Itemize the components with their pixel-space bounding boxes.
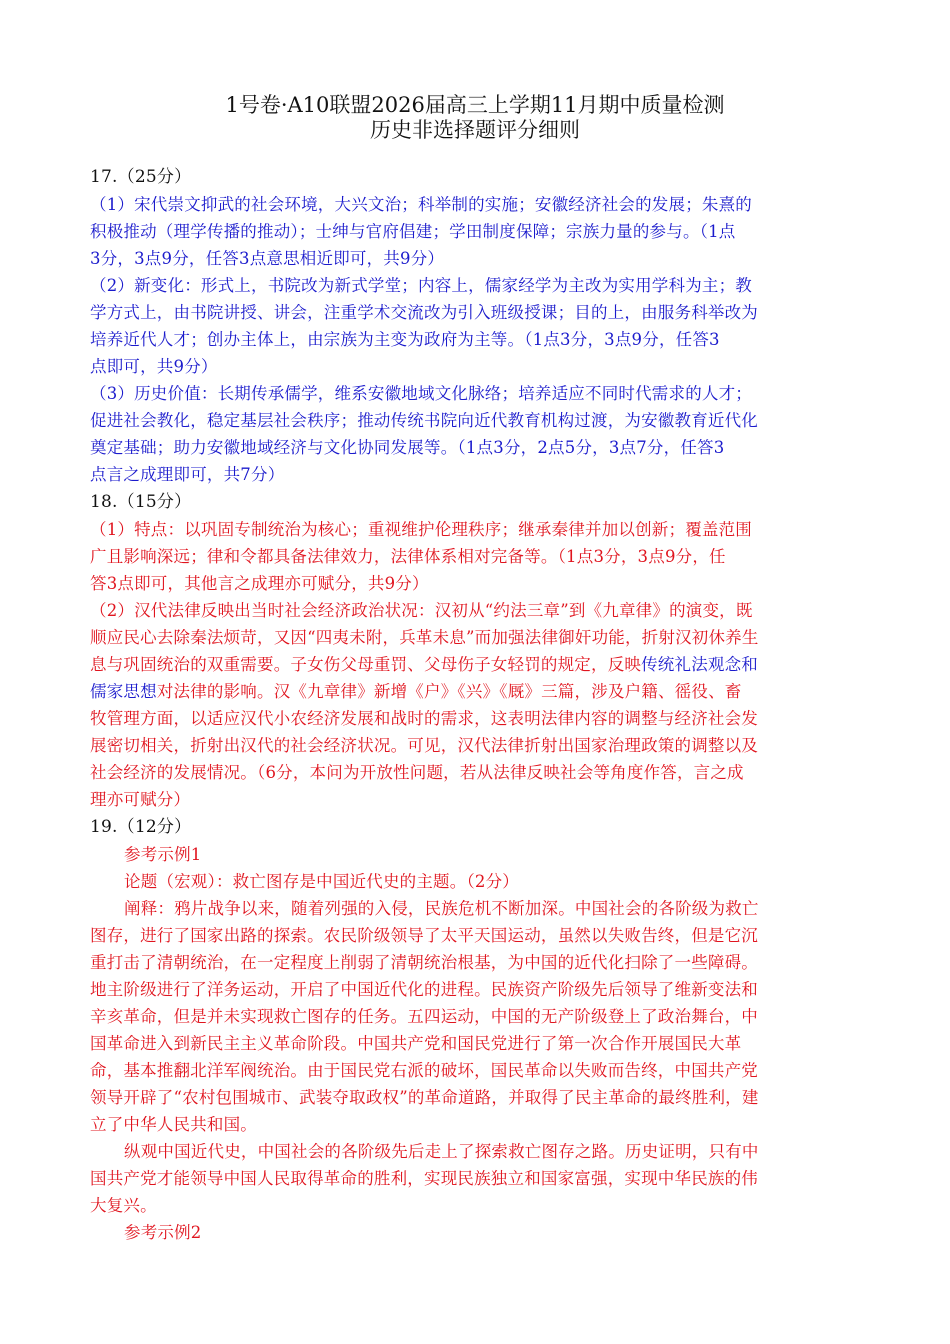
q17-line: （3）历史价值：长期传承儒学，维系安徽地域文化脉络；培养适应不同时代需求的人才； [90, 384, 752, 403]
q19-line: 命，基本推翻北洋军阀统治。由于国民党右派的破坏，国民革命以失败而告终，中国共产党 [90, 1061, 758, 1080]
q17-line: 积极推动（理学传播的推动）；士绅与官府倡建；学田制度保障；宗族力量的参与。（1点 [90, 222, 736, 241]
q18-text-red: 对法律的影响。汉《九章律》新增《户》《兴》《厩》三篇，涉及户籍、徭役、畜 [156, 682, 742, 701]
q19-line: 图存，进行了国家出路的探索。农民阶级领导了太平天国运动，虽然以失败告终，但是它沉 [90, 926, 758, 945]
q19-line: 立了中华人民共和国。 [90, 1115, 257, 1134]
q19-line: 纵观中国近代史，中国社会的各阶级先后走上了探索救亡图存之路。历史证明，只有中 [124, 1142, 759, 1161]
document-subtitle: 历史非选择题评分细则 [370, 118, 580, 142]
q19-line: 辛亥革命，但是并未实现救亡图存的任务。五四运动，中国的无产阶级登上了政治舞台，中 [90, 1007, 758, 1026]
q18-line: 牧管理方面，以适应汉代小农经济发展和战时的需求，这表明法律内容的调整与经济社会发 [90, 709, 758, 728]
q18-line: 理亦可赋分） [90, 790, 191, 809]
q17-line: （2）新变化：形式上，书院改为新式学堂；内容上，儒家经学为主改为实用学科为主；教 [90, 276, 752, 295]
q18-text-blue: 儒家思想 [90, 682, 157, 701]
q17-line: 学方式上，由书院讲授、讲会，注重学术交流改为引入班级授课；目的上，由服务科举改为 [90, 303, 758, 322]
q18-line: 社会经济的发展情况。（6分，本问为开放性问题，若从法律反映社会等角度作答，言之成 [90, 763, 744, 782]
q18-line: （1）特点：以巩固专制统治为核心；重视维护伦理秩序；继承秦律并加以创新；覆盖范围 [90, 520, 752, 539]
document-title: 1号卷·A10联盟2026届高三上学期11月期中质量检测 [225, 93, 725, 117]
q17-line: 奠定基础；助力安徽地域经济与文化协同发展等。（1点3分，2点5分，3点7分，任答3 [90, 438, 725, 457]
q18-line-mixed [90, 678, 860, 705]
q17-line: 培养近代人才；创办主体上，由宗族为主变为政府为主等。（1点3分，3点9分，任答3 [90, 330, 720, 349]
q17-line: 促进社会教化，稳定基层社会秩序；推动传统书院向近代教育机构过渡，为安徽教育近代化 [90, 411, 758, 430]
question-19-heading: 19.（12分） [90, 817, 192, 837]
q18-line: 顺应民心去除秦法烦苛，又因“四夷未附，兵革未息”而加强法律御奸功能，折射汉初休养生 [90, 628, 759, 647]
question-18-heading: 18.（15分） [90, 492, 192, 512]
q18-line: 展密切相关，折射出汉代的社会经济状况。可见，汉代法律折射出国家治理政策的调整以及 [90, 736, 758, 755]
question-17-heading: 17.（25分） [90, 167, 192, 187]
q18-text-red: 息与巩固统治的双重需要。子女伤父母重罚、父母伤子女轻罚的规定，反映 [90, 655, 642, 674]
q19-line: 地主阶级进行了洋务运动，开启了中国近代化的进程。民族资产阶级先后领导了维新变法和 [90, 980, 758, 999]
thesis-line: 论题（宏观）：救亡图存是中国近代史的主题。（2分） [124, 872, 519, 891]
q19-line: 国革命进入到新民主主义革命阶段。中国共产党和国民党进行了第一次合作开展国民大革 [90, 1034, 742, 1053]
q19-line: 领导开辟了“农村包围城市、武装夺取政权”的革命道路，并取得了民主革命的最终胜利，建 [90, 1088, 759, 1107]
q18-line: 答3点即可，其他言之成理亦可赋分，共9分） [90, 574, 429, 593]
q17-line: （1）宋代崇文抑武的社会环境，大兴文治；科举制的实施；安徽经济社会的发展；朱熹的 [90, 195, 752, 214]
q18-line: （2）汉代法律反映出当时社会经济政治状况：汉初从“约法三章”到《九章律》的演变，既 [90, 601, 753, 620]
q19-line: 大复兴。 [90, 1196, 157, 1215]
q18-line-mixed [90, 651, 860, 678]
q17-line: 点言之成理即可，共7分） [90, 465, 285, 484]
q18-line: 广且影响深远；律和令都具备法律效力，法律体系相对完备等。（1点3分，3点9分，任 [90, 547, 726, 566]
q18-text-blue: 传统礼法观念和 [641, 655, 759, 674]
q17-line: 点即可，共9分） [90, 357, 218, 376]
q17-line: 3分，3点9分，任答3点意思相近即可，共9分） [90, 249, 445, 268]
example-2-label: 参考示例2 [124, 1223, 202, 1242]
q19-line: 重打击了清朝统治，在一定程度上削弱了清朝统治根基，为中国的近代化扫除了一些障碍。 [90, 953, 758, 972]
q19-line: 国共产党才能领导中国人民取得革命的胜利，实现民族独立和国家富强，实现中华民族的伟 [90, 1169, 758, 1188]
q19-line: 阐释：鸦片战争以来，随着列强的入侵，民族危机不断加深。中国社会的各阶级为救亡 [124, 899, 759, 918]
example-1-label: 参考示例1 [124, 845, 202, 864]
